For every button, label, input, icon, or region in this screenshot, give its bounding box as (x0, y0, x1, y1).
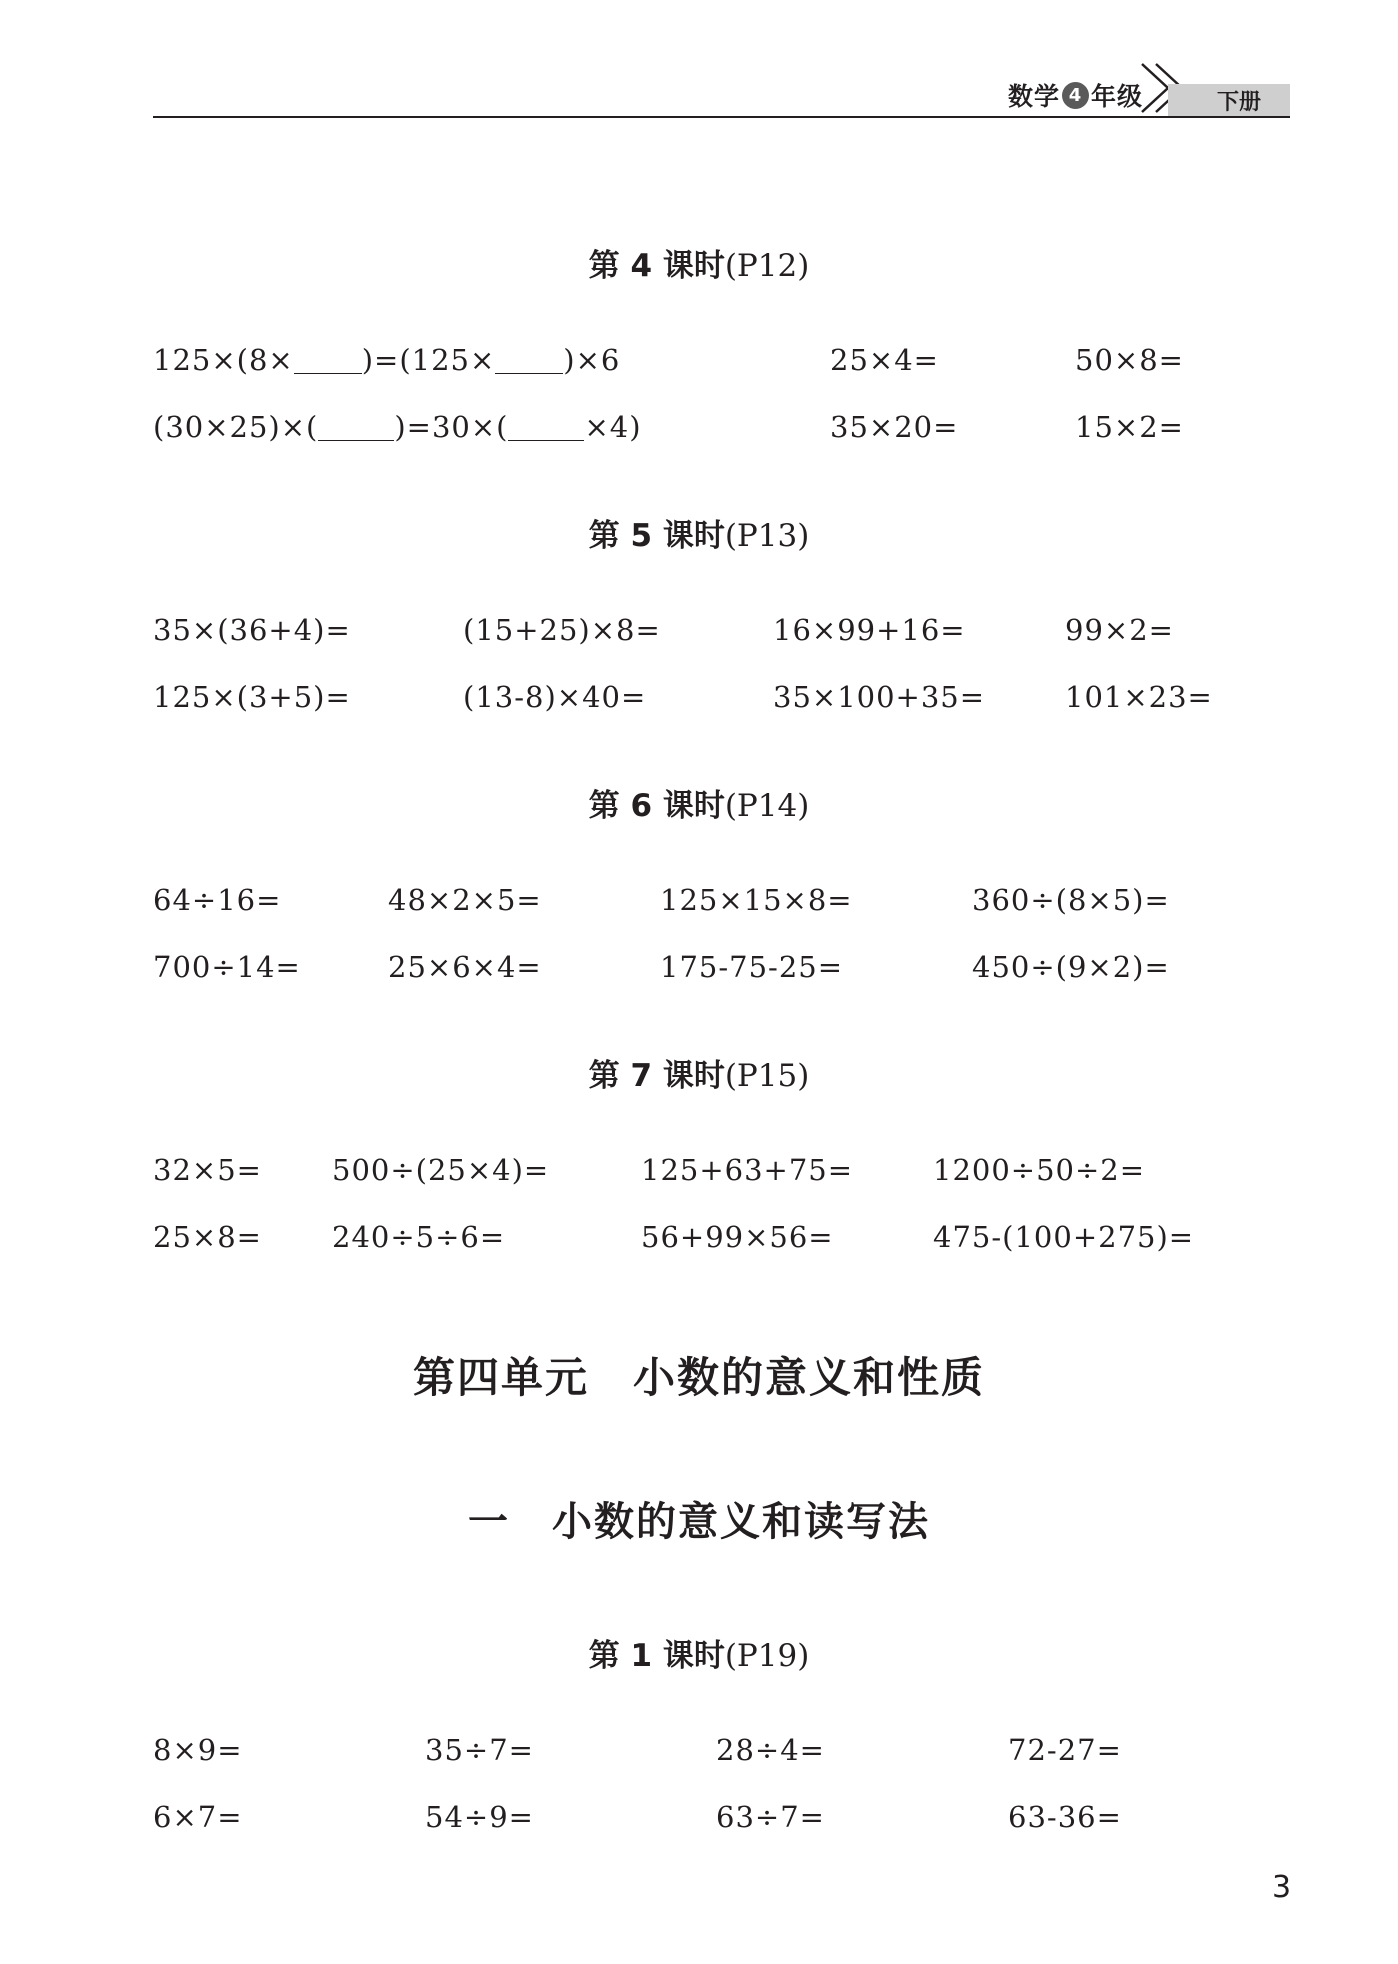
lesson-4-problem-3: 50×8= (1075, 343, 1184, 377)
lesson-6-problem: 48×2×5= (388, 883, 542, 917)
lesson-6-problem: 360÷(8×5)= (972, 883, 1170, 917)
lesson-6-problem: 175-75-25= (660, 950, 844, 984)
lesson-6-problem: 450÷(9×2)= (972, 950, 1170, 984)
lesson-4-problem-6: 15×2= (1075, 410, 1184, 444)
lesson-1-problem: 35÷7= (425, 1733, 534, 1767)
page-number: 3 (1272, 1870, 1292, 1905)
lesson-5-problem: 101×23= (1065, 680, 1213, 714)
answer-blank[interactable] (318, 414, 394, 441)
lesson-5-problem: 125×(3+5)= (153, 680, 351, 714)
lesson-7-problem: 32×5= (153, 1153, 262, 1187)
lesson-4-problem-2: 25×4= (830, 343, 939, 377)
lesson-5-problem: (13-8)×40= (463, 680, 647, 714)
lesson-4-title (0, 240, 1398, 285)
lesson-5-problem: 35×100+35= (773, 680, 986, 714)
lesson-6-problem: 125×15×8= (660, 883, 853, 917)
lesson-7-problem: 56+99×56= (641, 1220, 834, 1254)
lesson-5-title: 第 5 课时(P13) (588, 518, 810, 554)
lesson-6-problem: 25×6×4= (388, 950, 542, 984)
lesson-4-page-ref: (P12) (724, 248, 810, 284)
lesson-7-problem: 500÷(25×4)= (332, 1153, 550, 1187)
answer-blank[interactable] (294, 347, 362, 374)
lesson-1-problem: 63-36= (1008, 1800, 1122, 1834)
lesson-4-problem-1: 125×(8× )=(125× )×6 (153, 343, 621, 377)
lesson-6-title: 第 6 课时(P14) (588, 788, 810, 824)
lesson-5-problem: 16×99+16= (773, 613, 966, 647)
lesson-6-problem: 700÷14= (153, 950, 301, 984)
lesson-5-problem: (15+25)×8= (463, 613, 661, 647)
unit-title: 第四单元 小数的意义和性质 (412, 1353, 985, 1402)
subject-label: 数学 (1007, 82, 1060, 111)
grade-label: 年级 (1090, 82, 1143, 111)
lesson-1-problem: 54÷9= (425, 1800, 534, 1834)
lesson-4-label: 第 4 课时 (588, 248, 725, 284)
answer-blank[interactable] (495, 347, 563, 374)
volume-label: 下册 (1168, 84, 1290, 116)
lesson-1-problem: 72-27= (1008, 1733, 1122, 1767)
lesson-1-problem: 8×9= (153, 1733, 243, 1767)
lesson-5-problem: 99×2= (1065, 613, 1174, 647)
lesson-7-problem: 125+63+75= (641, 1153, 854, 1187)
answer-blank[interactable] (508, 414, 584, 441)
lesson-7-problem: 25×8= (153, 1220, 262, 1254)
lesson-6-problem: 64÷16= (153, 883, 282, 917)
lesson-1-problem: 28÷4= (716, 1733, 825, 1767)
lesson-5-problem: 35×(36+4)= (153, 613, 351, 647)
lesson-7-title: 第 7 课时(P15) (588, 1058, 810, 1094)
section-title: 一 小数的意义和读写法 (468, 1499, 930, 1545)
lesson-1-title: 第 1 课时(P19) (588, 1638, 810, 1674)
grade-badge: 4 (1062, 82, 1089, 109)
lesson-1-problem: 6×7= (153, 1800, 243, 1834)
lesson-1-problem: 63÷7= (716, 1800, 825, 1834)
lesson-4-problem-4: (30×25)×( )=30×( ×4) (153, 410, 642, 444)
book-title (1008, 78, 1143, 112)
lesson-7-problem: 240÷5÷6= (332, 1220, 506, 1254)
header-divider (153, 116, 1290, 118)
lesson-4-problem-5: 35×20= (830, 410, 959, 444)
page-header (153, 60, 1290, 118)
lesson-7-problem: 1200÷50÷2= (933, 1153, 1146, 1187)
lesson-7-problem: 475-(100+275)= (933, 1220, 1195, 1254)
